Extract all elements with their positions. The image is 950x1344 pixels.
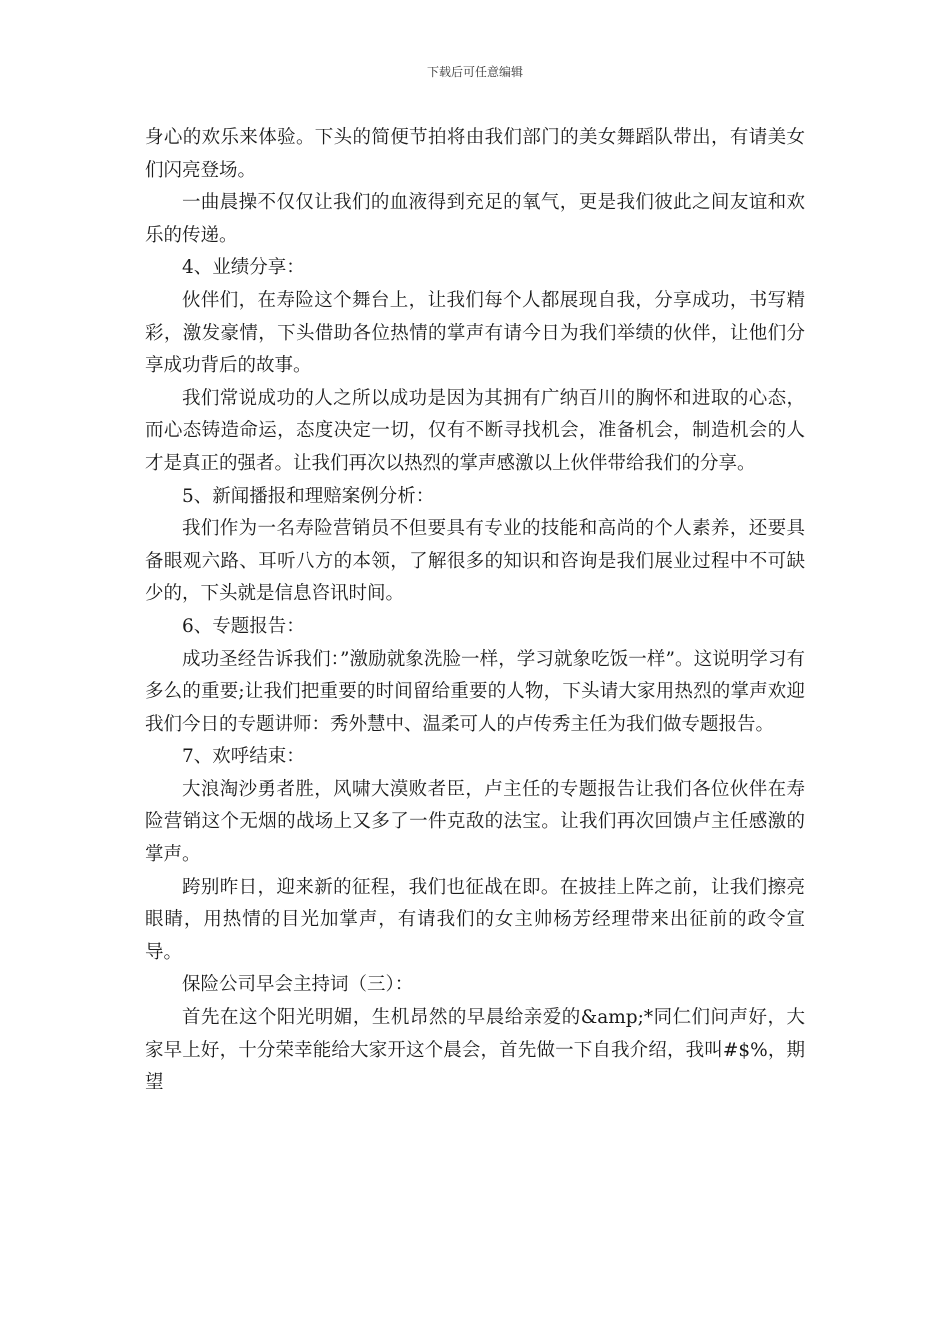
section-heading: 5、新闻播报和理赔案例分析： (182, 485, 435, 507)
paragraph: 我们作为一名寿险营销员不但要具有专业的技能和高尚的个人素养，还要具备眼观六路、耳听八方的本领，了解很多的知识和咨询是我们展业过程中不可缺少的，下头就是信息咨讯时间。 (145, 518, 805, 605)
section-heading: 保险公司早会主持词（三）： (182, 974, 414, 996)
paragraph: 大浪淘沙勇者胜，风啸大漠败者臣，卢主任的专题报告让我们各位伙伴在寿险营销这个无烟的战场上又多了一件克敌的法宝。让我们再次回馈卢主任感激的掌声。 (145, 778, 805, 866)
paragraph: 成功圣经告诉我们：”激励就象洗脸一样，学习就象吃饭一样”。这说明学习有多么的重要;让我们把重要的时间留给重要的人物，下头请大家用热烈的掌声欢迎我们今日的专题讲师：秀外慧中、温柔可人的卢传秀主任为我们做专题报告。 (145, 648, 805, 735)
document-body (145, 122, 805, 1100)
section-heading: 6、专题报告： (182, 615, 305, 637)
section-heading: 7、欢呼结束： (182, 746, 305, 768)
paragraph: 我们常说成功的人之所以成功是因为其拥有广纳百川的胸怀和进取的心态，而心态铸造命运，态度决定一切，仅有不断寻找机会，准备机会，制造机会的人才是真正的强者。让我们再次以热烈的掌声感激以上伙伴带给我们的分享。 (145, 387, 805, 474)
paragraph: 一曲晨操不仅仅让我们的血液得到充足的氧气，更是我们彼此之间友谊和欢乐的传递。 (145, 192, 805, 246)
section-heading: 4、业绩分享： (182, 257, 305, 279)
paragraph: 身心的欢乐来体验。下头的简便节拍将由我们部门的美女舞蹈队带出，有请美女们闪亮登场。 (145, 127, 805, 181)
paragraph: 首先在这个阳光明媚，生机昂然的早晨给亲爱的&amp;*同仁们问声好，大家早上好，十分荣幸能给大家开这个晨会，首先做一下自我介绍，我叫#$%，期望 (145, 1007, 805, 1094)
page-header: 下载后可任意编辑 (426, 65, 523, 79)
paragraph: 跨别昨日，迎来新的征程，我们也征战在即。在披挂上阵之前，让我们擦亮眼睛，用热情的目光加掌声，有请我们的女主帅杨芳经理带来出征前的政令宣导。 (145, 876, 805, 963)
paragraph: 伙伴们，在寿险这个舞台上，让我们每个人都展现自我，分享成功，书写精彩，激发豪情，下头借助各位热情的掌声有请今日为我们举绩的伙伴，让他们分享成功背后的故事。 (145, 289, 805, 377)
